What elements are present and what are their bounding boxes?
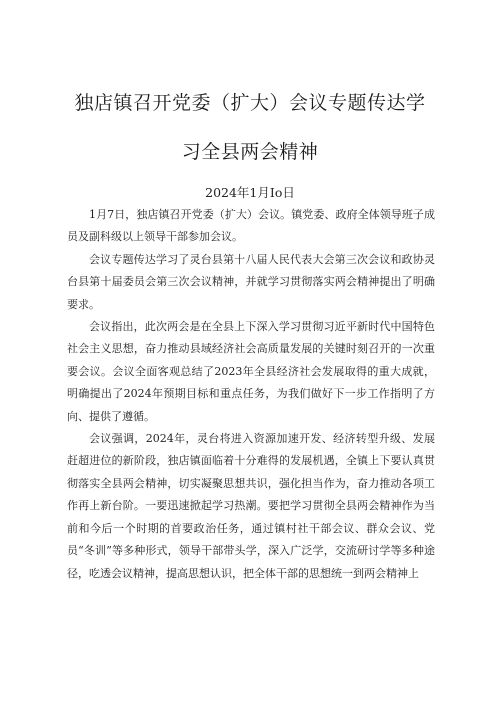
body-paragraph: 会议强调，2024年，灵台将进入资源加速开发、经济转型升级、发展赶超进位的新阶段，独店镇面临着十分难得的发展机遇，全镇上下要认真贯彻落实全县两会精神，切实凝聚思想共识，强化担当作为，奋力推动各项工作再上新台阶。一要迅速掀起学习热潮。要把学习贯彻全县两会精神作为当前和今后一个时期的首要政治任务，通过镇村社干部会议、群众会议、党员“冬训”等多种形式，领导干部带头学，深入广泛学，交流研讨学等多种途径，吃透会议精神，提高思想认识，把全体干部的思想统一到两会精神上 bbox=[67, 432, 435, 580]
body-paragraph: 会议专题传达学习了灵台县第十八届人民代表大会第三次会议和政协灵台县第十届委员会第三次会议精神，并就学习贯彻落实两会精神提出了明确要求。 bbox=[67, 252, 435, 311]
document-date: 2024年1月Io日 bbox=[205, 185, 295, 200]
document-title-line-2: 习全县两会精神 bbox=[181, 141, 319, 163]
body-paragraph: 会议指出，此次两会是在全县上下深入学习贯彻习近平新时代中国特色社会主义思想，奋力推动县域经济社会高质量发展的关键时刻召开的一次重要会议。会议全面客观总结了2023年全县经济社会发展取得的重大成就，明确提出了2024年预期目标和重点任务，为我们做好下一步工作指明了方向、提供了遵循。 bbox=[67, 320, 435, 423]
body-paragraph: 1月7日，独店镇召开党委（扩大）会议。镇党委、政府全体领导班子成员及副科级以上领导干部参加会议。 bbox=[67, 208, 435, 244]
document-title-line-1: 独店镇召开党委（扩大）会议专题传达学 bbox=[74, 92, 426, 114]
document-body bbox=[67, 204, 435, 585]
